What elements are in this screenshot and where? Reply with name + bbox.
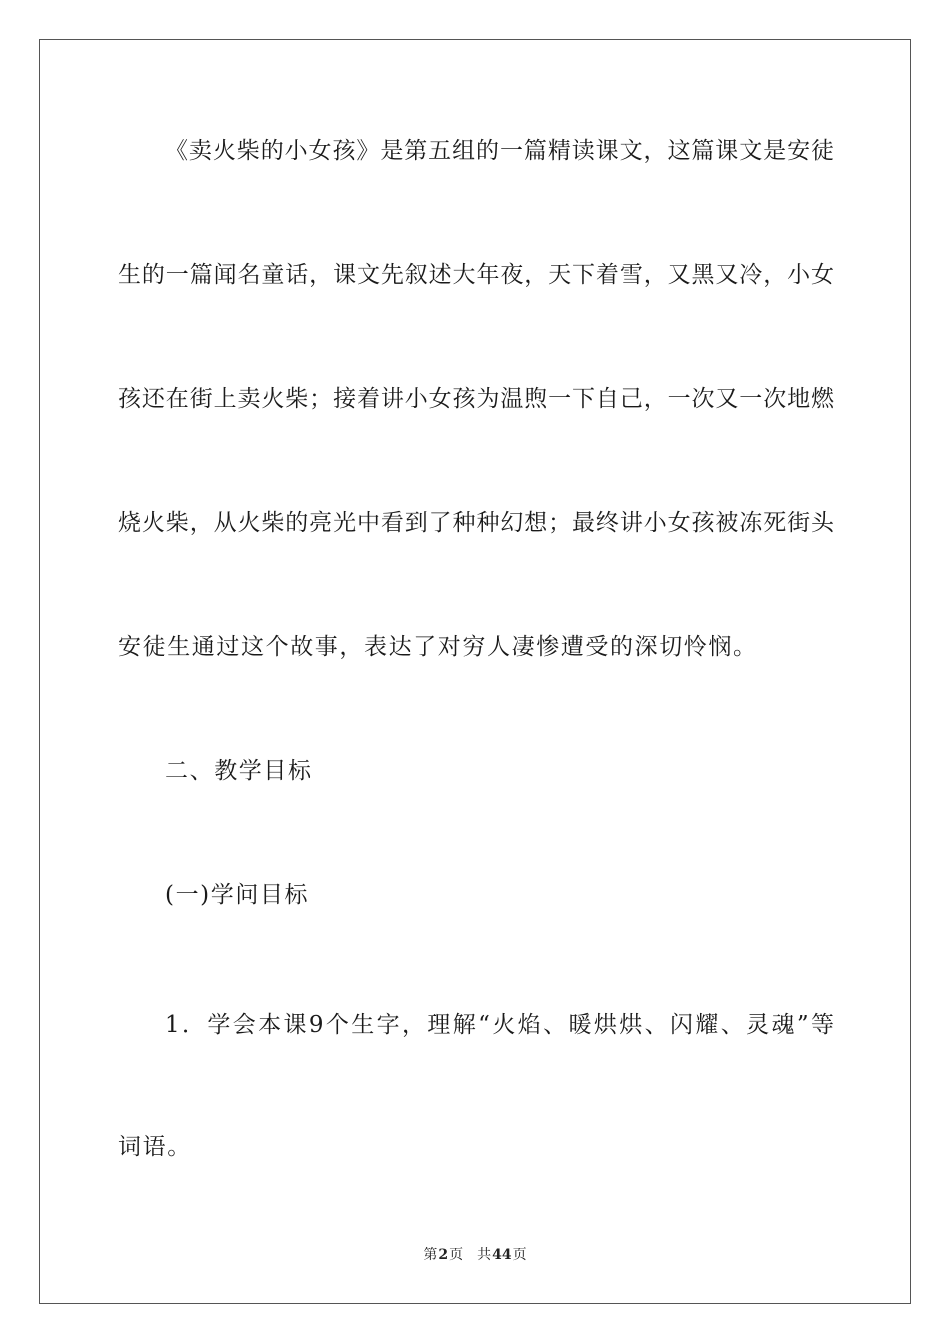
paragraph-line-2: 生的一篇闻名童话，课文先叙述大年夜，天下着雪，又黑又冷，小女 [118,262,834,288]
section-heading-teaching-goals: 二、教学目标 [165,758,313,784]
paragraph-line-1: 《卖火柴的小女孩》是第五组的一篇精读课文，这篇课文是安徒 [165,138,834,164]
total-suffix: 页 [512,1247,527,1263]
total-prefix: 共 [477,1247,492,1263]
list-item-1-line-2: 词语。 [118,1134,192,1160]
total-pages: 44 [492,1247,512,1263]
page-footer [0,1246,950,1264]
subsection-heading-knowledge-goals: (一)学问目标 [165,882,310,908]
page-prefix: 第 [423,1247,438,1263]
page-number: 2 [438,1247,449,1263]
page-border [39,39,911,1304]
paragraph-line-4: 烧火柴，从火柴的亮光中看到了种种幻想；最终讲小女孩被冻死街头 [118,510,834,536]
page-suffix: 页 [449,1247,464,1263]
paragraph-line-3: 孩还在街上卖火柴；接着讲小女孩为温煦一下自己，一次又一次地燃 [118,386,834,412]
list-item-1-line-1: 1．学会本课9个生字，理解“火焰、暖烘烘、闪耀、灵魂”等 [165,1012,834,1038]
paragraph-line-5: 安徒生通过这个故事，表达了对穷人凄惨遭受的深切怜悯。 [118,634,758,660]
